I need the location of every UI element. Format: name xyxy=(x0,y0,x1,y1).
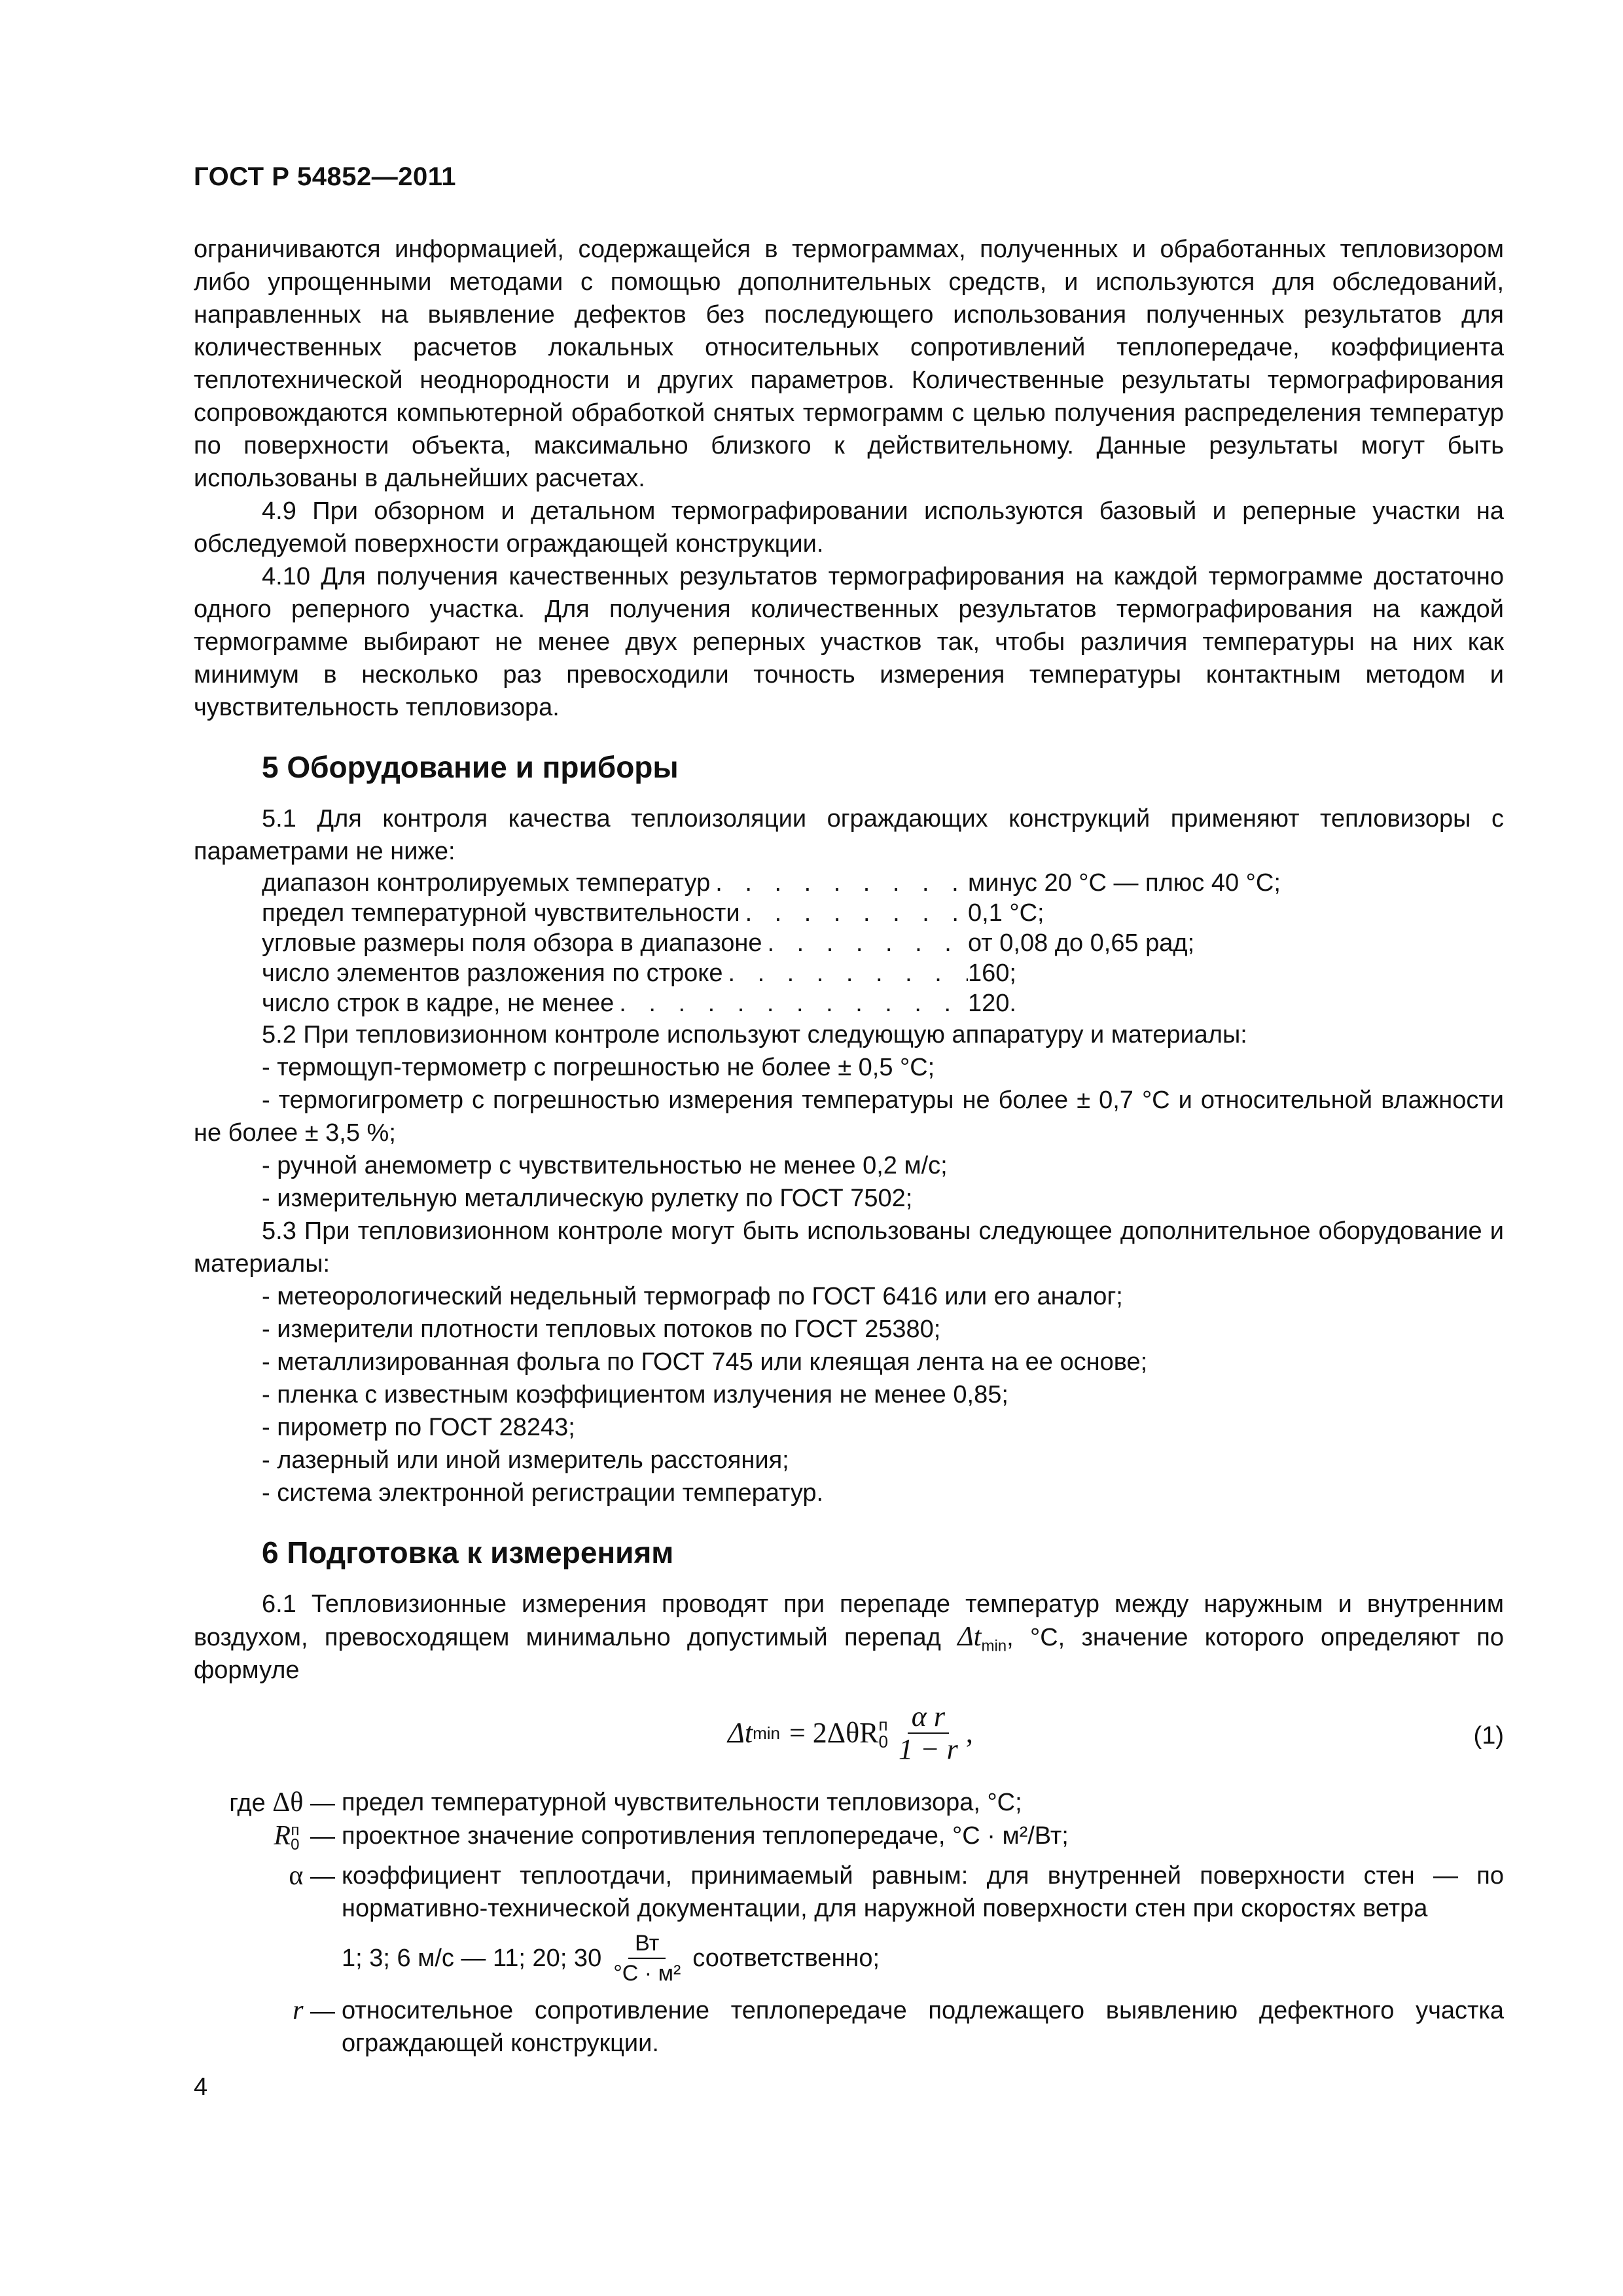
legend xyxy=(194,1786,1504,2060)
spec-value: 120. xyxy=(968,990,1016,1017)
list-item: - измерительную металлическую рулетку по ГОСТ 7502; xyxy=(262,1185,913,1212)
formula-eq: = 2ΔθR xyxy=(789,1717,879,1749)
clause-6-1-end: , °С, значение которого определяют по формуле xyxy=(194,1624,1505,1684)
legend-text-end: соответственно; xyxy=(692,1945,880,1972)
spec-item xyxy=(262,868,1504,898)
spec-item xyxy=(262,958,1504,988)
legend-symbol-sub: 0 xyxy=(291,1835,300,1854)
spec-item xyxy=(262,898,1504,928)
legend-row xyxy=(194,1994,1504,2060)
legend-text-values: 1; 3; 6 м/с — 11; 20; 30 xyxy=(342,1945,602,1972)
clause-5-1: 5.1 Для контроля качества теплоизоляции ограждающих конструкций применяют тепловизоры с параметрами не ниже: xyxy=(194,805,1504,865)
list-item: - термощуп-термометр с погрешностью не более ± 0,5 °С; xyxy=(262,1054,935,1081)
legend-symbol: R xyxy=(274,1821,291,1851)
list-item: - метеорологический недельный термограф по ГОСТ 6416 или его аналог; xyxy=(262,1283,1123,1310)
legend-dash: — xyxy=(310,1998,335,2025)
intro-paragraph: ограничиваются информацией, содержащейся в термограммах, полученных и обработанных тепловизором либо упрощенными методами с помощью дополнительных средств, и используются для обследований, направленных на выявление дефектов без последующего использования полученных результатов для количественных расчетов локальных относительных сопротивлений теплопередаче, коэффициента теплотехнической неоднородности и других параметров. Количественные результаты термографирования сопровождаются компьютерной обработкой снятых термограмм с целью получения распределения температур по поверхности объекта, максимально близкого к действительному. Данные результаты могут быть использованы в дальнейших расчетах. xyxy=(194,236,1504,492)
spec-list xyxy=(262,868,1504,1018)
legend-text: проектное значение сопротивления теплопередаче, °С · м²/Вт; xyxy=(342,1822,1069,1850)
clause-5-3: 5.3 При тепловизионном контроле могут быть использованы следующее дополнительное оборудование и материалы: xyxy=(194,1217,1504,1278)
section-5-title: 5 Оборудование и приборы xyxy=(262,750,679,784)
spec-name: число элементов разложения по строке xyxy=(262,960,723,987)
legend-row xyxy=(194,1820,1504,1853)
clause-6-1 xyxy=(194,1588,1504,1687)
legend-text: относительное сопротивление теплопередаче подлежащего выявлению дефектного участка ограждающей конструкции. xyxy=(342,1997,1504,2057)
delta-t-symbol: Δt xyxy=(957,1622,982,1652)
spec-item xyxy=(262,988,1504,1018)
legend-dash: — xyxy=(310,1823,335,1850)
legend-row xyxy=(194,1786,1504,1820)
delta-t-subscript: min xyxy=(981,1637,1007,1655)
spec-item xyxy=(262,928,1504,958)
spec-value: 160; xyxy=(968,960,1016,987)
spec-value: 0,1 °С; xyxy=(968,899,1044,927)
legend-prefix: где xyxy=(229,1789,266,1817)
spec-name: диапазон контролируемых температур xyxy=(262,869,711,897)
list-item: - система электронной регистрации температур. xyxy=(262,1479,824,1507)
list-item: - термогигрометр с погрешностью измерения температуры не более ± 0,7 °С и относительной влажности не более ± 3,5 %; xyxy=(194,1086,1504,1147)
spec-value: от 0,08 до 0,65 рад; xyxy=(968,929,1195,957)
list-item: - лазерный или иной измеритель расстояния; xyxy=(262,1446,789,1474)
clause-4-10: 4.10 Для получения качественных результатов термографирования на каждой термограмме достаточно одного реперного участка. Для получения количественных результатов термографирования на каждой термограмме выбирают не менее двух реперных участков так, чтобы различия температуры на них как минимум в несколько раз превосходили точность измерения температуры контактным методом и чувствительность тепловизора. xyxy=(194,563,1504,721)
spec-name: предел температурной чувствительности xyxy=(262,899,740,927)
legend-dash: — xyxy=(310,1789,335,1817)
formula-expression xyxy=(728,1701,973,1765)
formula-r-sub: 0 xyxy=(878,1732,888,1751)
equipment-list xyxy=(194,1051,1504,1215)
spec-name: угловые размеры поля обзора в диапазоне xyxy=(262,929,762,957)
unit-numerator: Вт xyxy=(628,1929,666,1959)
formula-lhs-sub: min xyxy=(753,1723,780,1743)
document-body xyxy=(194,233,1504,2060)
standard-id: ГОСТ Р 54852—2011 xyxy=(194,162,456,191)
spec-name: число строк в кадре, не менее xyxy=(262,990,615,1017)
clause-6-1-start: 6.1 Тепловизионные измерения проводят при перепаде температур между наружным и внутренним воздухом, превосходящем минимально допустимый перепад xyxy=(194,1590,1504,1651)
formula-lhs: Δt xyxy=(728,1717,753,1749)
list-item: - пирометр по ГОСТ 28243; xyxy=(262,1414,575,1441)
formula-denominator: 1 − r xyxy=(898,1733,958,1765)
unit-denominator: °С · м² xyxy=(613,1961,681,1986)
legend-symbol-sup: п xyxy=(291,1821,300,1839)
list-item: - металлизированная фольга по ГОСТ 745 или клеящая лента на ее основе; xyxy=(262,1348,1148,1376)
clause-5-2: 5.2 При тепловизионном контроле используют следующую аппаратуру и материалы: xyxy=(262,1021,1247,1049)
formula-fraction xyxy=(895,1701,962,1765)
formula-numerator: α r xyxy=(908,1701,949,1734)
legend-dash: — xyxy=(310,1863,335,1890)
additional-equipment-list xyxy=(194,1280,1504,1509)
page-number: 4 xyxy=(194,2073,208,2101)
formula-1 xyxy=(194,1696,1504,1781)
legend-row xyxy=(194,1859,1504,1988)
legend-text: предел температурной чувствительности тепловизора, °С; xyxy=(342,1789,1022,1816)
list-item: - пленка с известным коэффициентом излучения не менее 0,85; xyxy=(262,1381,1008,1408)
legend-symbol: Δθ xyxy=(272,1787,304,1818)
unit-fraction xyxy=(607,1929,687,1988)
formula-trail: , xyxy=(965,1717,973,1749)
list-item: - ручной анемометр с чувствительностью не менее 0,2 м/с; xyxy=(262,1152,948,1179)
legend-symbol: r xyxy=(293,1996,304,2026)
list-item: - измерители плотности тепловых потоков по ГОСТ 25380; xyxy=(262,1316,941,1343)
clause-4-9: 4.9 При обзорном и детальном термографировании используются базовый и реперные участки на обследуемой поверхности ограждающей конструкции. xyxy=(194,497,1504,558)
legend-symbol: α xyxy=(289,1861,304,1891)
section-6-title: 6 Подготовка к измерениям xyxy=(262,1535,674,1570)
formula-r-sup: п xyxy=(878,1715,888,1734)
legend-text: коэффициент теплоотдачи, принимаемый равным: для внутренней поверхности стен — по нормативно-технической документации, для наружной поверхности стен при скоростях ветра xyxy=(342,1862,1504,1922)
formula-number: (1) xyxy=(1473,1722,1504,1749)
spec-value: минус 20 °С — плюс 40 °С; xyxy=(968,869,1281,897)
